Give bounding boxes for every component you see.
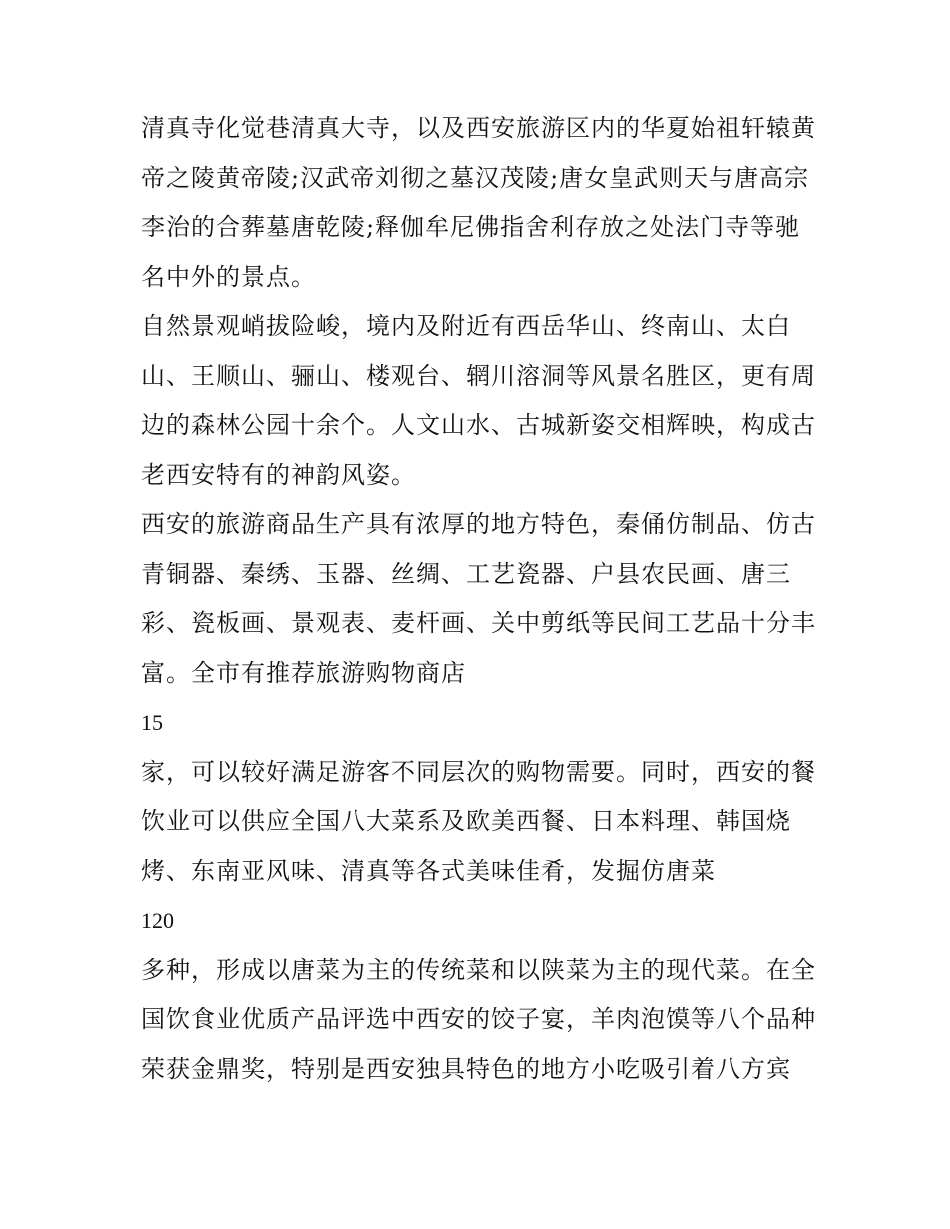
text-line: 彩、瓷板画、景观表、麦杆画、关中剪纸等民间工艺品十分丰 [141,609,816,637]
text-line: 帝之陵黄帝陵;汉武帝刘彻之墓汉茂陵;唐女皇武则天与唐高宗 [141,163,810,192]
document-body [141,104,821,1094]
text-line: 富。全市有推荐旅游购物商店 [141,658,466,687]
text-line: 多种，形成以唐菜为主的传统菜和以陕菜为主的现代菜。在全 [141,955,816,984]
text-line: 边的森林公园十余个。人文山水、古城新姿交相辉映，构成古 [141,411,816,439]
number-line: 15 [141,710,163,735]
text-line: 李治的合葬墓唐乾陵;释伽牟尼佛指舍利存放之处法门寺等驰 [141,213,801,241]
text-line: 西安的旅游商品生产具有浓厚的地方特色，秦俑仿制品、仿古 [141,510,816,538]
text-line: 国饮食业优质产品评选中西安的饺子宴，羊肉泡馍等八个品种 [141,1005,816,1033]
text-line: 青铜器、秦绣、玉器、丝绸、工艺瓷器、户县农民画、唐三 [141,559,791,588]
text-line: 老西安特有的神韵风姿。 [141,460,416,489]
text-line: 荣获金鼎奖，特别是西安独具特色的地方小吃吸引着八方宾 [141,1054,791,1083]
text-line: 山、王顺山、骊山、楼观台、辋川溶洞等风景名胜区，更有周 [141,361,816,390]
text-line: 烤、东南亚风味、清真等各式美味佳肴，发掘仿唐菜 [141,856,716,885]
text-line: 自然景观峭拔险峻，境内及附近有西岳华山、终南山、太白 [141,312,791,340]
text-line: 家，可以较好满足游客不同层次的购物需要。同时，西安的餐 [141,757,816,786]
text-line: 清真寺化觉巷清真大寺，以及西安旅游区内的华夏始祖轩辕黄 [141,114,816,142]
text-line: 饮业可以供应全国八大菜系及欧美西餐、日本料理、韩国烧 [141,807,791,835]
text-line: 名中外的景点。 [141,262,316,291]
number-line: 120 [141,908,174,933]
